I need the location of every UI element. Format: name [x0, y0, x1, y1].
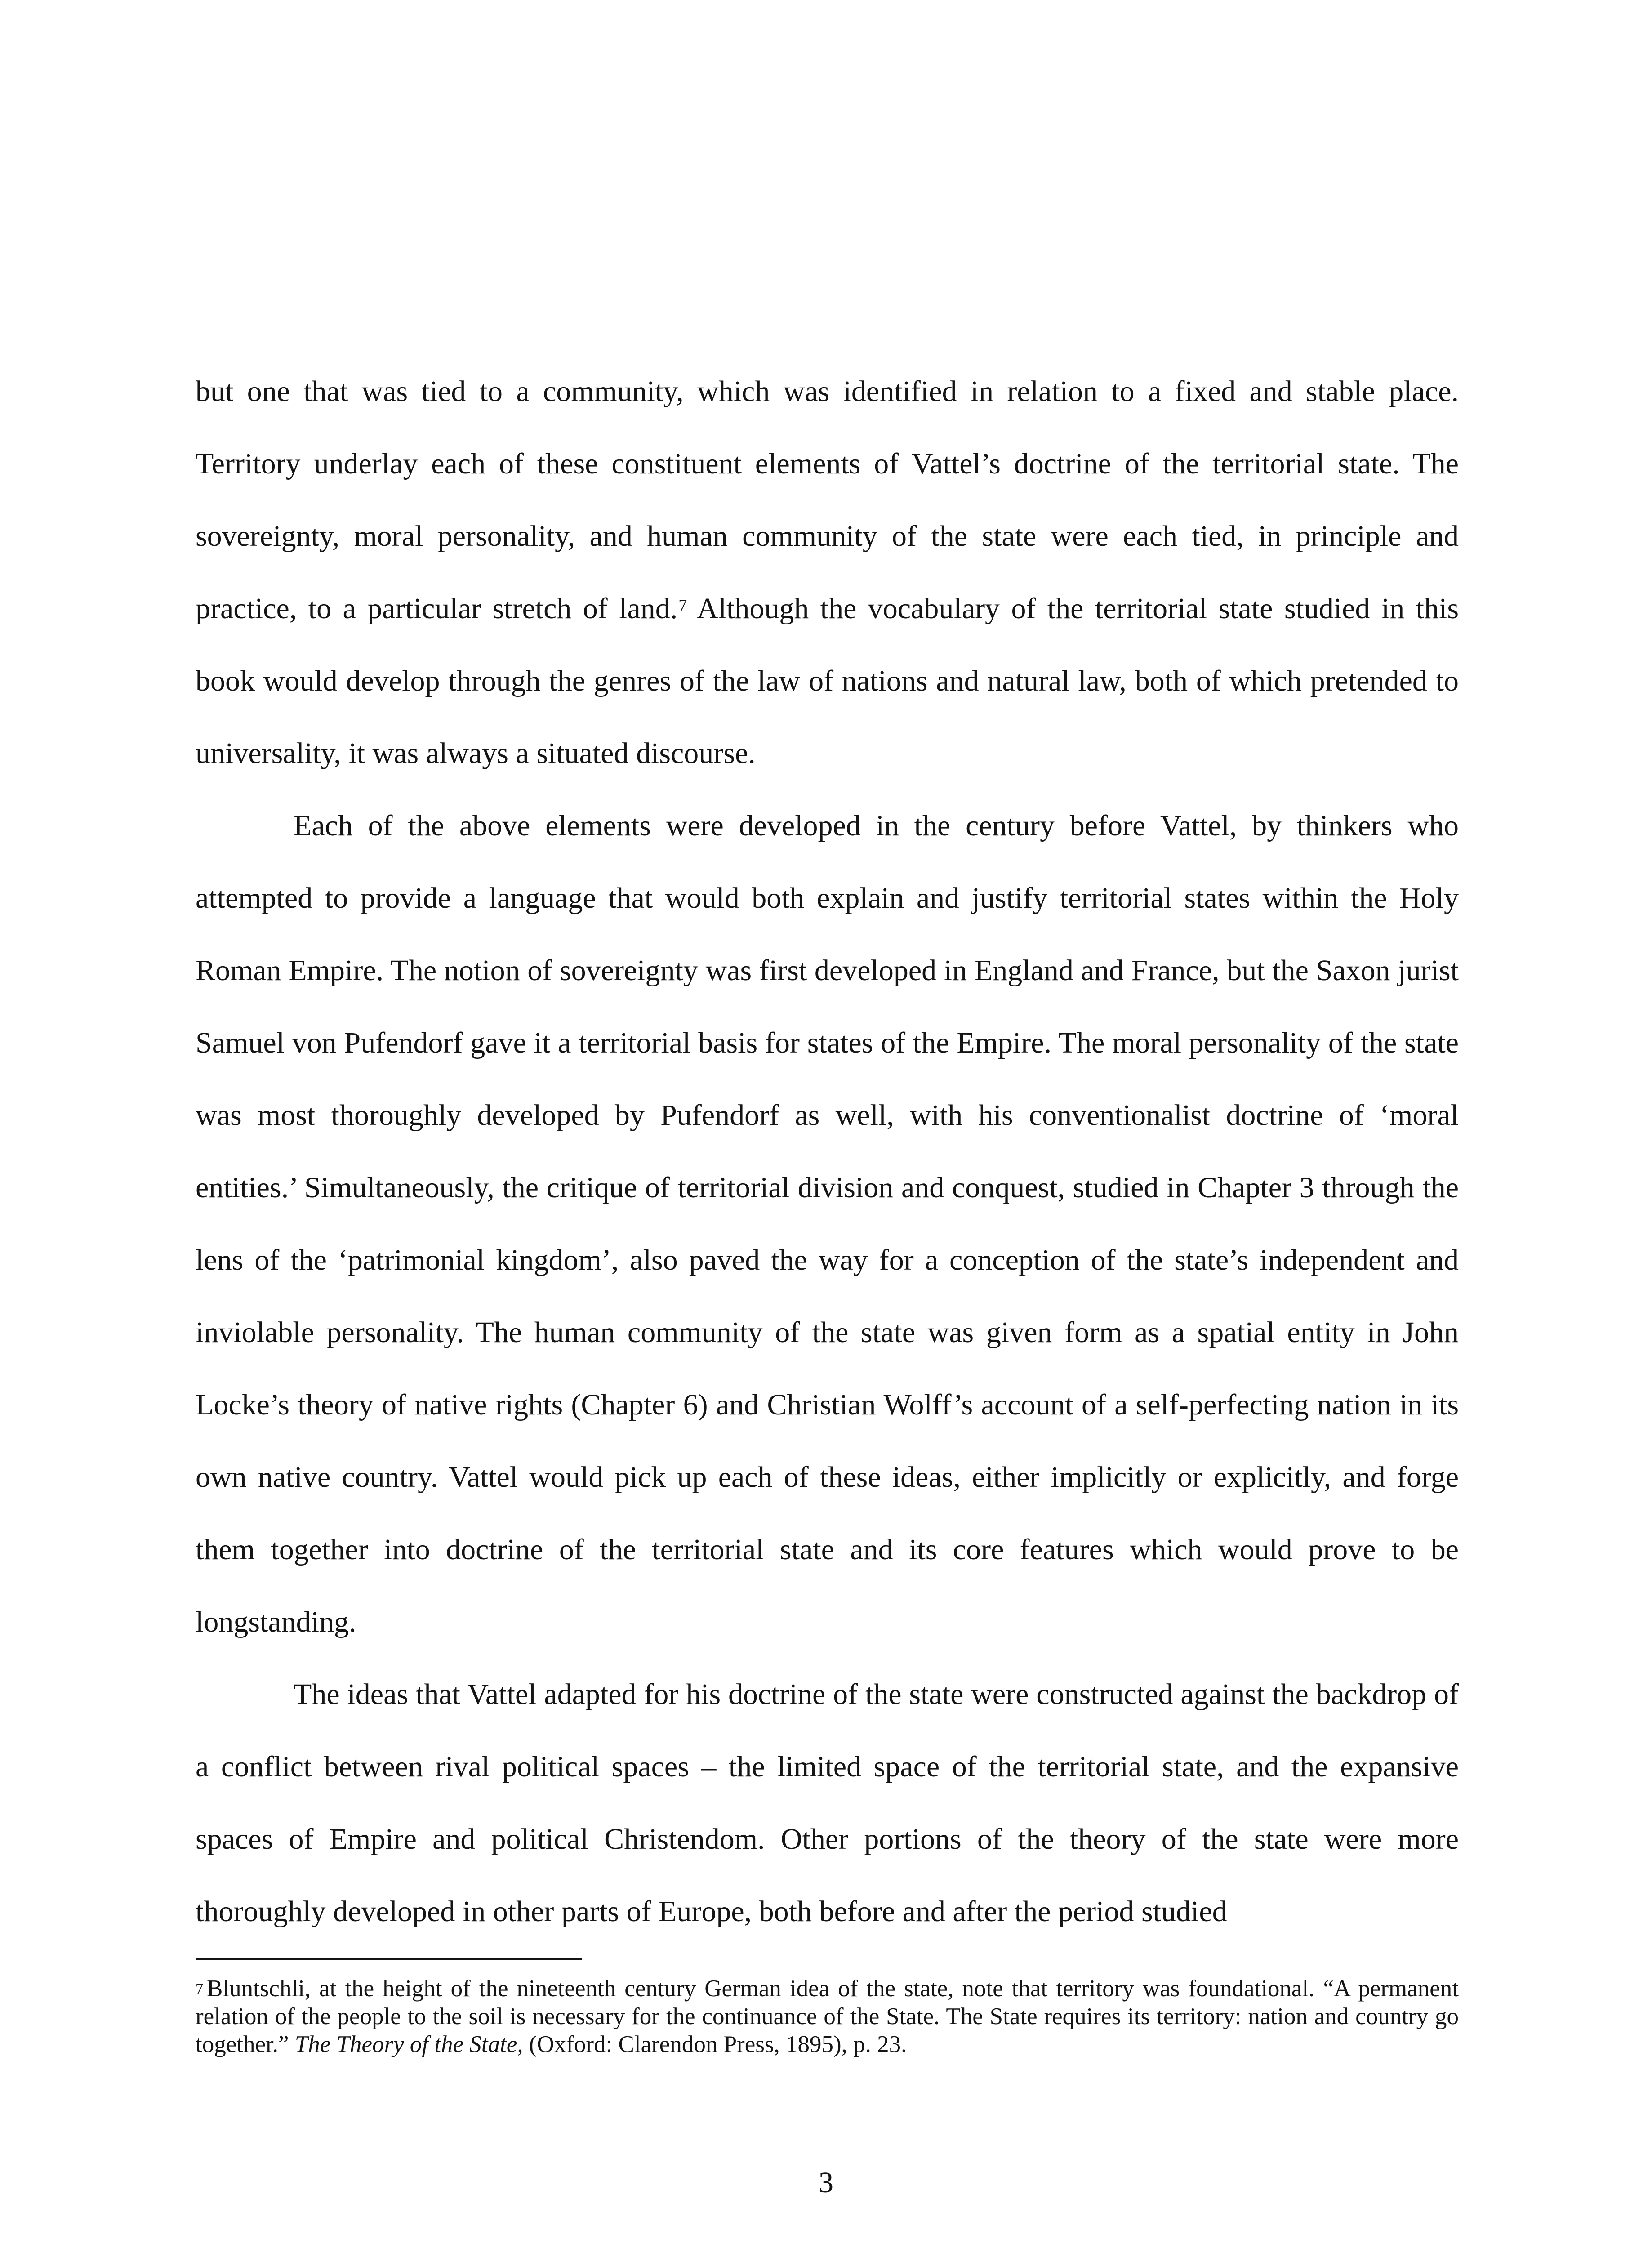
footnote-number: 7 [196, 1981, 203, 1998]
footnote-reference[interactable]: 7 [678, 596, 687, 615]
paragraph-2: Each of the above elements were developed in the century before Vattel, by thinkers who attempted to provide a language that would both explain and justify territorial states within the Holy Roman Empire. The notion of sovereignty was first developed in England and France, but the Saxon jurist Samuel von Pufendorf gave it a territorial basis for states of the Empire. The moral personality of the state was most thoroughly developed by Pufendorf as well, with his conventionalist doctrine of ‘moral entities.’ Simultaneously, the critique of territorial division and conquest, studied in Chapter 3 through the lens of the ‘patrimonial kingdom’, also paved the way for a conception of the state’s independent and inviolable personality. The human community of the state was given form as a spatial entity in John Locke’s theory of native rights (Chapter 6) and Christian Wolff’s account of a self-perfecting nation in its own native country. Vattel would pick up each of these ideas, either implicitly or explicitly, and forge them together into doctrine of the territorial state and its core features which would prove to be longstanding. [196, 809, 1459, 1638]
paragraph-1-text-after-ref: Although the vocabulary of the territorial state studied in this book would develop through the genres of the law of nations and natural law, both of which pretended to universality, it was always a situated discourse. [196, 592, 1459, 770]
footnote-cited-title: The Theory of the State, [294, 2031, 523, 2057]
footnote-separator [196, 1958, 582, 1960]
footnote [196, 1975, 1459, 2058]
body-text [196, 355, 1459, 1948]
page-number: 3 [819, 2166, 833, 2199]
footnote-text-before-title: Bluntschli, at the height of the nineteenth century German idea of the state, note that territory was foundational. “A permanent relation of the people to the soil is necessary for the continuance of the State. The State requires its territory: nation and country go together.” [196, 1976, 1459, 2057]
paragraph-1-text-before-ref: but one that was tied to a community, which was identified in relation to a fixed and stable place. Territory underlay each of these constituent elements of Vattel’s doctrine of the territorial state. The sovereignty, moral personality, and human community of the state were each tied, in principle and practice, to a particular stretch of land. [196, 375, 1459, 625]
paragraph-1 [196, 355, 1459, 789]
footnote-text-after-title: (Oxford: Clarendon Press, 1895), p. 23. [523, 2031, 907, 2057]
paragraph-3: The ideas that Vattel adapted for his doctrine of the state were constructed against the backdrop of a conflict between rival political spaces – the limited space of the territorial state, and the expansive spaces of Empire and political Christendom. Other portions of the theory of the state were more thoroughly developed in other parts of Europe, both before and after the period studied [196, 1678, 1459, 1928]
